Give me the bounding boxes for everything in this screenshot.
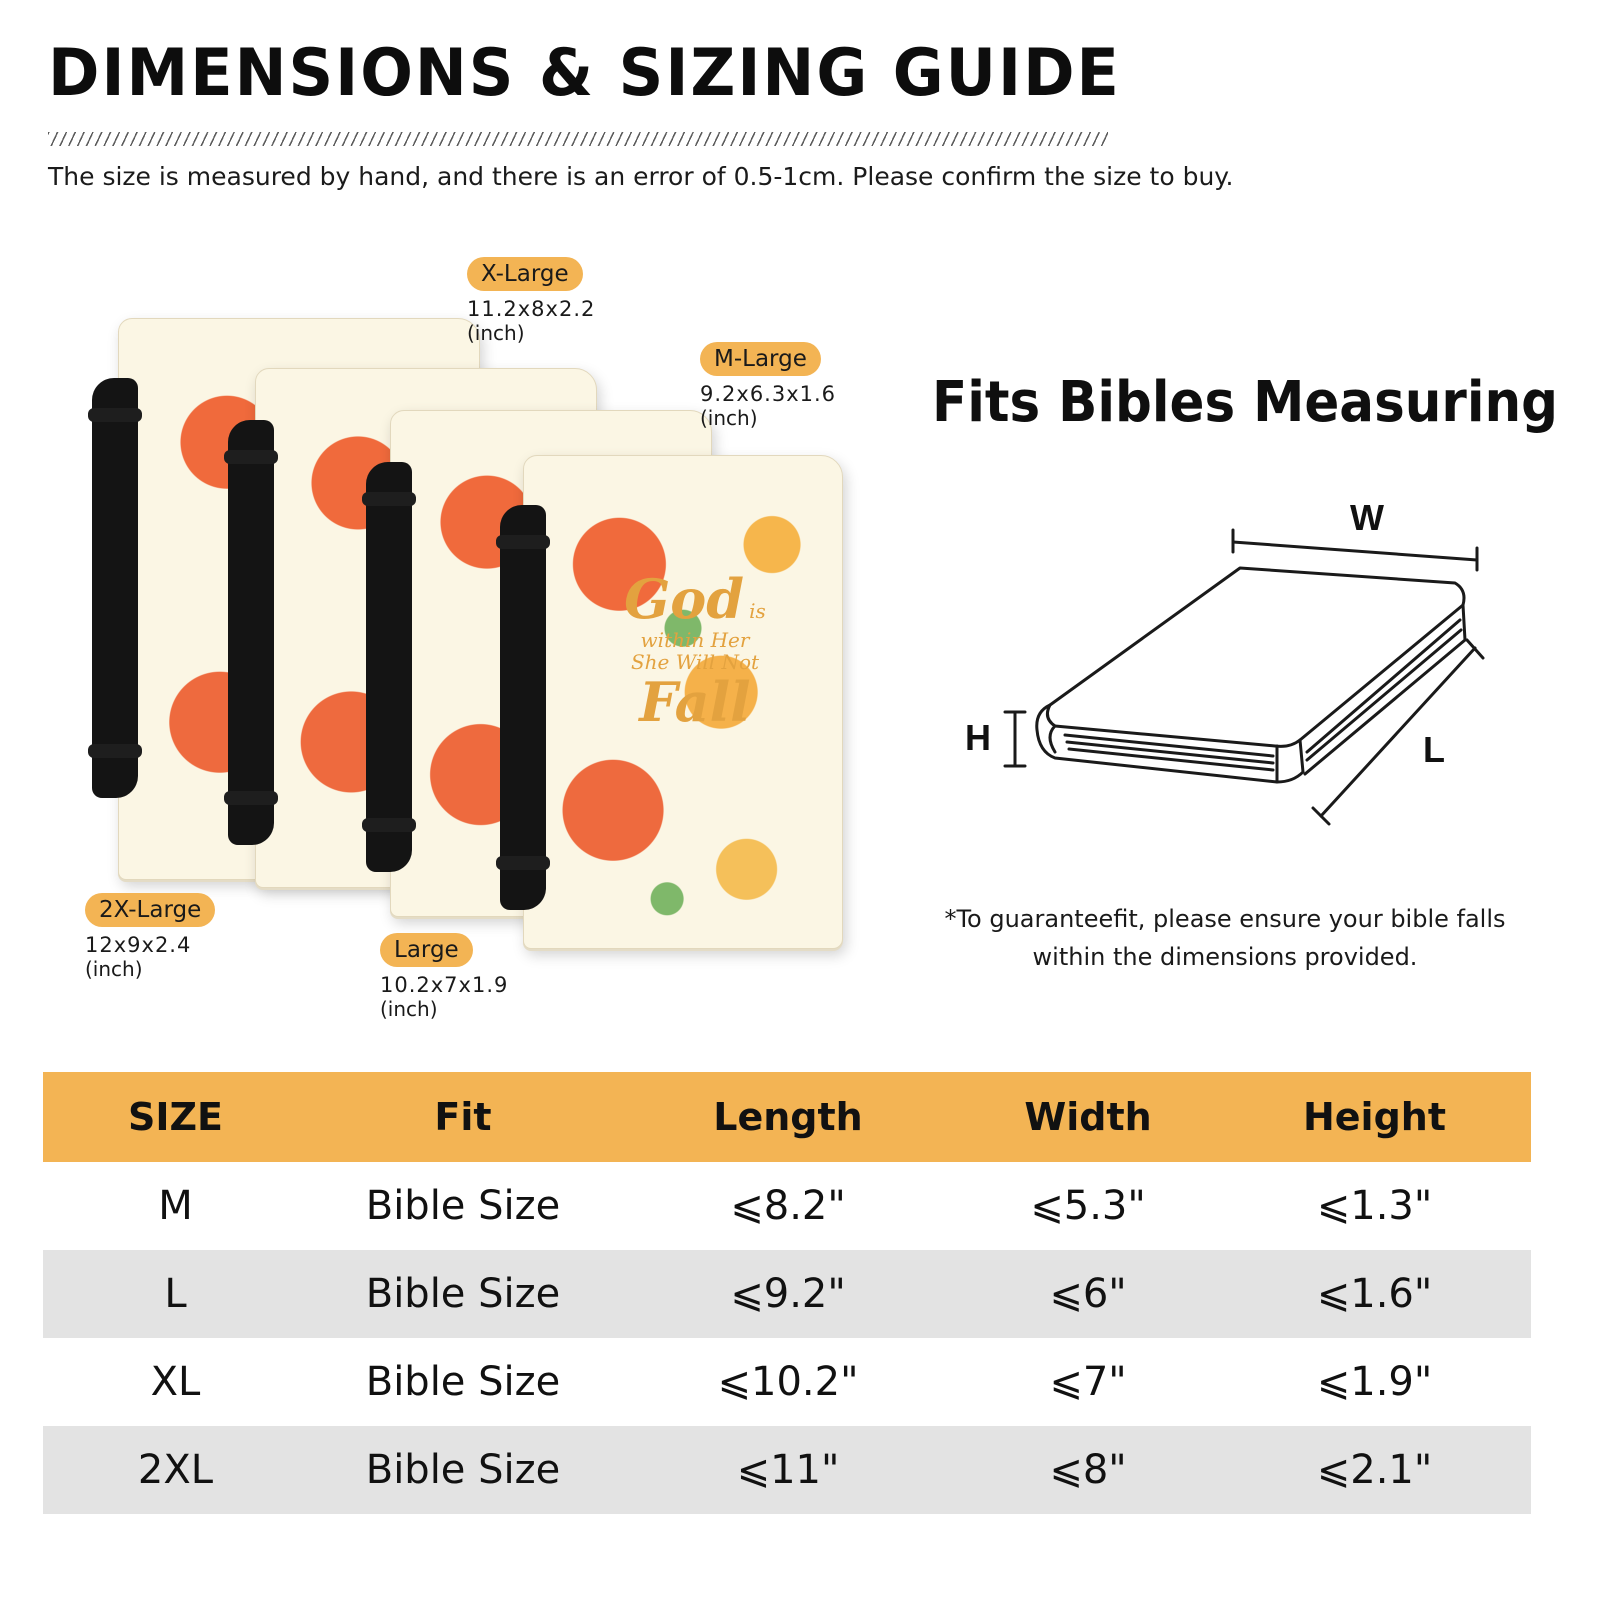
size-tag-large <box>380 933 508 1021</box>
verse-god: God <box>624 567 745 631</box>
table-header-row <box>43 1072 1531 1162</box>
size-tag-2x-large <box>85 893 215 981</box>
size-pill: X-Large <box>467 257 583 291</box>
cell-size: M <box>158 1183 193 1229</box>
handle-large <box>366 462 412 872</box>
header-size: SIZE <box>127 1095 224 1139</box>
book-top <box>1047 568 1464 746</box>
w-label: W <box>1350 497 1384 538</box>
cell-fit: Bible Size <box>365 1271 561 1317</box>
size-unit: (inch) <box>467 321 525 345</box>
handle-m-large <box>500 505 546 910</box>
cell-length: ⩽10.2" <box>717 1359 859 1405</box>
cell-width: ⩽5.3" <box>1030 1183 1146 1229</box>
cell-size: 2XL <box>137 1447 214 1493</box>
table-row <box>43 1162 1531 1250</box>
size-pill: M-Large <box>700 342 821 376</box>
size-unit: (inch) <box>700 406 758 430</box>
l-label: L <box>1423 729 1445 770</box>
verse-within: within Her <box>640 628 750 653</box>
cell-fit: Bible Size <box>365 1359 561 1405</box>
size-dims: 12x9x2.4 <box>85 933 192 957</box>
cell-length: ⩽11" <box>736 1447 840 1493</box>
cell-width: ⩽6" <box>1049 1271 1127 1317</box>
table-row <box>43 1250 1531 1338</box>
size-unit: (inch) <box>85 957 143 981</box>
h-label: H <box>965 717 991 758</box>
cell-width: ⩽7" <box>1049 1359 1127 1405</box>
cell-height: ⩽1.9" <box>1316 1359 1433 1405</box>
header-fit: Fit <box>434 1095 492 1139</box>
size-dims: 10.2x7x1.9 <box>380 973 509 997</box>
cell-fit: Bible Size <box>365 1183 561 1229</box>
fit-guarantee-note <box>905 900 1545 976</box>
note-line-1: *To guaranteefit, please ensure your bible falls <box>944 905 1506 933</box>
cell-length: ⩽8.2" <box>730 1183 846 1229</box>
cell-length: ⩽9.2" <box>730 1271 846 1317</box>
verse-is: is <box>749 599 766 623</box>
table-row <box>43 1426 1531 1514</box>
table-row <box>43 1338 1531 1426</box>
note-line-2: within the dimensions provided. <box>1032 943 1418 971</box>
size-table <box>43 1072 1531 1514</box>
handle-2x-large <box>92 378 138 798</box>
cell-height: ⩽1.6" <box>1316 1271 1433 1317</box>
cover-verse <box>610 567 780 735</box>
size-dims: 11.2x8x2.2 <box>467 297 596 321</box>
size-pill: Large <box>380 933 473 967</box>
size-tag-m-large <box>700 342 836 430</box>
header-length: Length <box>713 1095 863 1139</box>
cell-width: ⩽8" <box>1049 1447 1127 1493</box>
size-tag-x-large <box>467 257 595 345</box>
hatch-divider <box>48 132 1108 146</box>
cell-size: L <box>164 1271 187 1317</box>
cell-fit: Bible Size <box>365 1447 561 1493</box>
page-title: DIMENSIONS & SIZING GUIDE <box>48 34 1121 111</box>
w-dimension-line <box>1233 542 1477 560</box>
fits-heading: Fits Bibles Measuring <box>932 370 1559 435</box>
header-height: Height <box>1302 1095 1447 1139</box>
size-unit: (inch) <box>380 997 438 1021</box>
size-pill: 2X-Large <box>85 893 215 927</box>
size-disclaimer: The size is measured by hand, and there is an error of 0.5-1cm. Please confirm the size to buy. <box>48 162 1234 191</box>
cell-height: ⩽1.3" <box>1316 1183 1433 1229</box>
cell-height: ⩽2.1" <box>1316 1447 1433 1493</box>
size-dims: 9.2x6.3x1.6 <box>700 382 837 406</box>
book-measure-diagram <box>955 490 1515 840</box>
handle-x-large <box>228 420 274 845</box>
cell-size: XL <box>150 1359 201 1405</box>
verse-fall: Fall <box>639 670 751 735</box>
header-width: Width <box>1024 1095 1152 1139</box>
verse-she: She Will Not <box>630 650 760 675</box>
